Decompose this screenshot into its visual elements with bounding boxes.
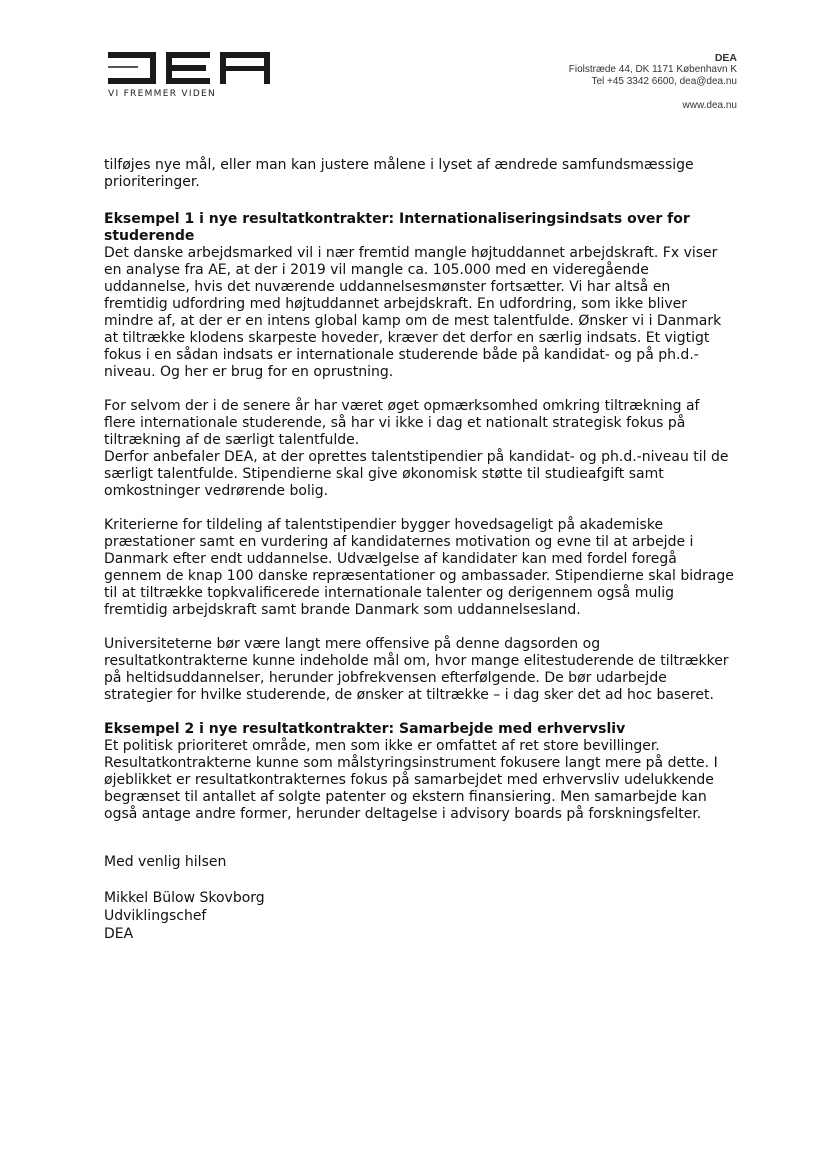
intro-paragraph: tilføjes nye mål, eller man kan justere målene i lyset af ændrede samfundsmæssige prioriteringer. — [104, 157, 694, 190]
example1-heading: Eksempel 1 i nye resultatkontrakter: Internationaliseringsindsats over for studerende — [104, 211, 690, 244]
dea-logo — [108, 52, 270, 84]
example1-paragraph-5: Universiteterne bør være langt mere offensive på denne dagsorden og resultatkontrakterne kunne indeholde mål om, hvor mange elitestuderende de tiltrækker på heltidsuddannelser, herunder jobfrekvensen efterfølgende. De bør udarbejde strategier for hvilke studerende, de ønsker at tiltrække – i dag sker det ad hoc baseret. — [104, 636, 729, 703]
org-name: DEA — [714, 52, 737, 64]
signature-block — [104, 889, 265, 943]
example2-heading: Eksempel 2 i nye resultatkontrakter: Samarbejde med erhvervsliv — [104, 721, 626, 737]
letterhead — [0, 0, 827, 130]
org-address: Fiolstræde 44, DK 1171 København K — [568, 64, 737, 75]
signer-org: DEA — [104, 926, 134, 942]
example1-paragraph-2: For selvom der i de senere år har været øget opmærksomhed omkring tiltrækning af flere internationale studerende, så har vi ikke i dag et nationalt strategisk fokus på tiltrækning af de særligt talentfulde. — [104, 398, 700, 448]
closing: Med venlig hilsen — [104, 854, 227, 870]
slogan: VI FREMMER VIDEN — [108, 89, 217, 99]
example1-paragraph-4: Kriterierne for tildeling af talentstipendier bygger hovedsageligt på akademiske præstationer samt en vurdering af kandidaternes motivation og evne til at arbejde i Danmark efter endt uddannelse. Udvælgelse af kandidater kan med fordel foregå gennem de knap 100 danske repræsentationer og ambassader. Stipendierne skal bidrage til at tiltrække topkvalificerede internationale talenter og derigennem også mulig fremtidig arbejdskraft samt brande Danmark som uddannelsesland. — [104, 517, 734, 618]
example2-paragraph-1: Et politisk prioriteret område, men som ikke er omfattet af ret store bevillinger. Resultatkontrakterne kunne som målstyringsinstrument fokusere langt mere på dette. I øjeblikket er resultatkontrakternes fokus på samarbejdet med erhvervsliv udelukkende begrænset til antallet af solgte patenter og ekstern finansiering. Men samarbejde kan også antage andre former, herunder deltagelse i advisory boards på forskningsfelter. — [104, 738, 718, 822]
signoff — [104, 853, 265, 943]
org-website: www.dea.nu — [682, 100, 737, 111]
org-contact: Tel +45 3342 6600, dea@dea.nu — [591, 76, 737, 87]
example1-paragraph-1: Det danske arbejdsmarked vil i nær fremtid mangle højtuddannet arbejdskraft. Fx viser en analyse fra AE, at der i 2019 vil mangle ca. 105.000 med en videregående uddannelse, hvis det nuværende uddannelsesmønster fortsætter. Vi har altså en fremtidig udfordring med højtuddannet arbejdskraft. En udfordring, som ikke bliver mindre af, at der er en intens global kamp om de mest talentfulde. Ønsker vi i Danmark at tiltrække klodens skarpeste hoveder, kræver det derfor en særlig indsats. Et vigtigt fokus i en sådan indsats er internationale studerende både på kandidat- og på ph.d.-niveau. Og her er brug for en oprustning. — [104, 245, 722, 380]
signer-name: Mikkel Bülow Skovborg — [104, 890, 265, 906]
org-contact-block — [569, 52, 737, 112]
signer-title: Udviklingschef — [104, 908, 207, 924]
example1-paragraph-3: Derfor anbefaler DEA, at der oprettes talentstipendier på kandidat- og ph.d.-niveau til de særligt talentfulde. Stipendierne skal give økonomisk støtte til studieafgift samt omkostninger vedrørende bolig. — [104, 449, 729, 499]
letter-body — [104, 157, 734, 840]
